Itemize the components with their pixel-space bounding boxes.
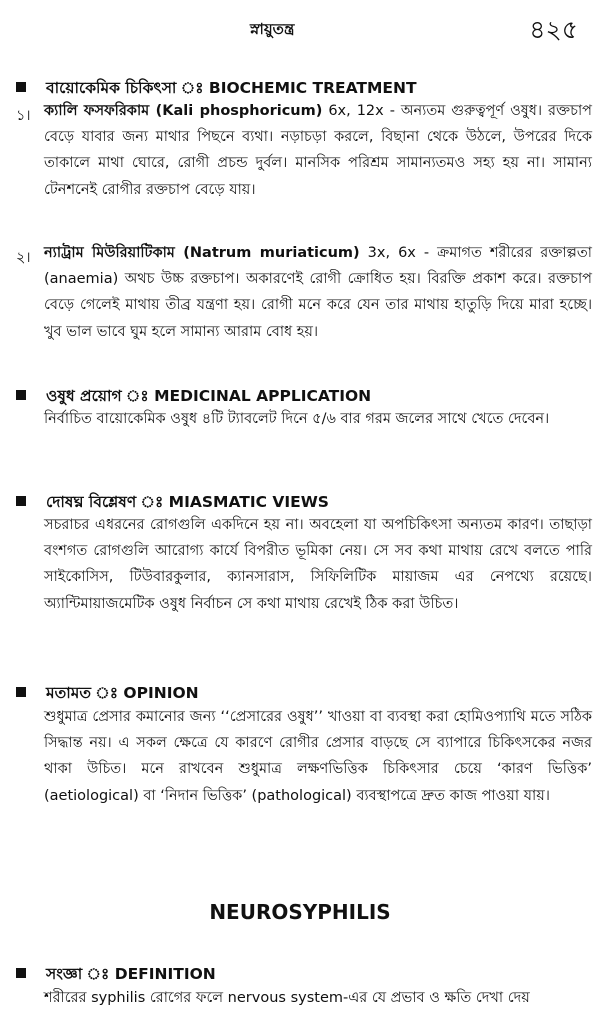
miasmatic-text: সচরাচর এধরনের রোগগুলি একদিনে হয় না। অবহেলা যা অপচিকিৎসা অন্যতম কারণ। তাছাড়া বংশগত রোগগুলি আরোগ্য কার্যে বিপরীত ভূমিকা নেয়। সে সব কথা মাথায় রেখে বলতে পারি সাইকোসিস, টিউবারকুলার, ক্যানসারাস, সিফিলিটিক মায়াজম এর নেপথ্যে রয়েছে। অ্যান্টিমায়াজমেটিক ওষুধ নির্বাচন সে কথা মাথায় রেখেই ঠিক করা উচিত। — [44, 517, 592, 612]
square-bullet-icon — [16, 968, 26, 978]
item-text-2 — [44, 240, 592, 345]
remedy-description: 6x, 12x - অন্যতম গুরুত্বপূর্ণ ওষুধ। রক্তচাপ বেড়ে যাবার জন্য মাথার পিছনে ব্যথা। নড়াচড়া করলে, বিছানা থেকে উঠলে, উপরের দিকে তাকালে মাথা ঘোরে, রোগী প্রচন্ড দুর্বল। মানসিক পরিশ্রম সামান্যতমও সহ্য হয় না। সামান্য টেনশনেই রোগীর রক্তচাপ বেড়ে যায়। — [44, 103, 592, 198]
remedy-description: 3x, 6x - ক্রমাগত শরীরের রক্তাল্পতা (anaemia) অথচ উচ্চ রক্তচাপ। অকারণেই রোগী ক্রোধিত হয়। বিরক্তি প্রকাশ করে। রক্তচাপ বেড়ে গেলেই মাথায় তীব্র যন্ত্রণা হয়। রোগী মনে করে যেন তার মাথায় হাতুড়ি দিয়ে মারা হচ্ছে। খুব ভাল ভাবে ঘুম হলে সামান্য আরাম বোধ হয়। — [44, 245, 592, 340]
square-bullet-icon — [16, 687, 26, 697]
item-text-1 — [44, 98, 592, 203]
running-title: স্নায়ুতন্ত্র — [250, 20, 295, 38]
medicinal-text: নির্বাচিত বায়োকেমিক ওষুধ ৪টি ট্যাবলেট দিনে ৫/৬ বার গরম জলের সাথে খেতে দেবেন। — [44, 411, 550, 427]
page-number: ৪২৫ — [529, 15, 578, 44]
page-header — [0, 8, 600, 42]
square-bullet-icon — [16, 496, 26, 506]
heading-text: ওষুধ প্রয়োগ ঃ MEDICINAL APPLICATION — [46, 387, 372, 405]
heading-text: সংজ্ঞা ঃ DEFINITION — [46, 965, 216, 983]
chapter-title: NEUROSYPHILIS — [209, 900, 391, 924]
heading-text: দোষঘ্ন বিশ্লেষণ ঃ MIASMATIC VIEWS — [46, 493, 329, 511]
square-bullet-icon — [16, 390, 26, 400]
remedy-title: ন্যাট্রাম মিউরিয়াটিকাম (Natrum muriaticum) — [44, 245, 360, 261]
remedy-title: ক্যালি ফসফরিকাম (Kali phosphoricum) — [44, 103, 323, 119]
item-number: ২। — [16, 250, 31, 266]
item-number: ১। — [16, 108, 31, 124]
definition-text: শরীরের syphilis রোগের ফলে nervous system-এর যে প্রভাব ও ক্ষতি দেখা দেয় — [44, 990, 530, 1006]
heading-text: মতামত ঃ OPINION — [46, 684, 199, 702]
opinion-text: শুধুমাত্র প্রেসার কমানোর জন্য ‘‘প্রেসারের ওষুধ’’ খাওয়া বা ব্যবস্থা করা হোমিওপ্যাথি মতে সঠিক সিদ্ধান্ত নয়। এ সকল ক্ষেত্রে যে কারণে রোগীর প্রেসার বাড়ছে সে ব্যাপারে চিকিৎসকের নজর থাকা উচিত। মনে রাখবেন শুধুমাত্র লক্ষণভিত্তিক চিকিৎসার চেয়ে ‘কারণ ভিত্তিক’ (aetiological) বা ‘নিদান ভিত্তিক’ (pathological) ব্যবস্থাপত্রে দ্রুত কাজ পাওয়া যায়। — [44, 709, 592, 804]
square-bullet-icon — [16, 82, 26, 92]
heading-text: বায়োকেমিক চিকিৎসা ঃ BIOCHEMIC TREATMENT — [46, 79, 417, 97]
